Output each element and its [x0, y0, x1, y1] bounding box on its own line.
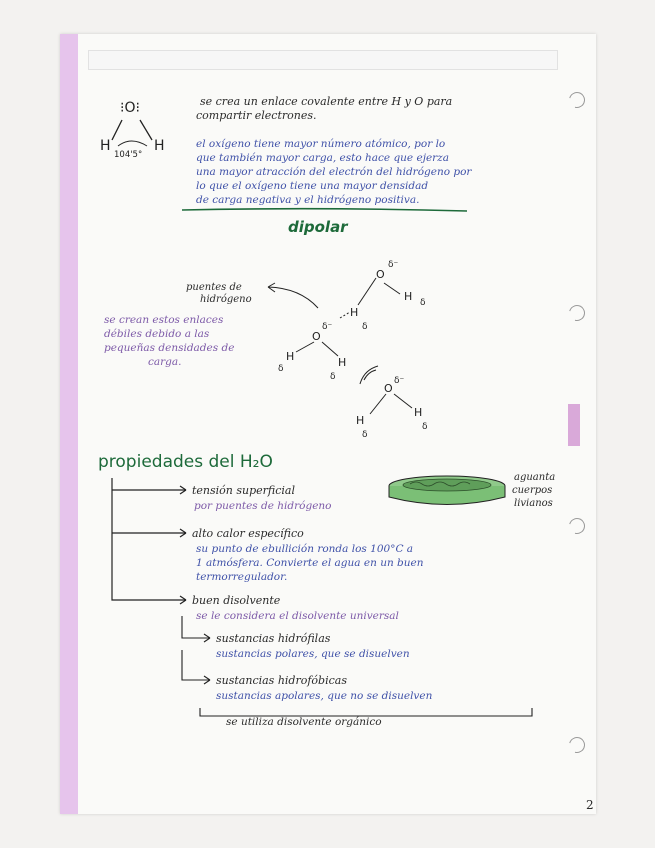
oxygen-lone-pairs: ⁝O⁝ — [120, 100, 140, 116]
charge-delta-minus: δ⁻ — [388, 260, 399, 270]
property-detail: su punto de ebullición ronda los 100°C a — [196, 543, 414, 555]
hydrogen-right: H — [154, 138, 165, 154]
charge-delta-minus: δ⁻ — [394, 376, 405, 386]
hydrogen-left: H — [100, 138, 111, 154]
property-detail: por puentes de hidrógeno — [194, 500, 332, 512]
weak-bonds-line: se crean estos enlaces — [104, 314, 224, 326]
property-detail: termorregulador. — [196, 571, 288, 583]
atom-hydrogen: H — [286, 350, 295, 363]
charge-delta: δ — [362, 322, 368, 332]
explanation-line: el oxígeno tiene mayor número atómico, por lo — [196, 138, 446, 150]
dipolar-title: dipolar — [288, 218, 348, 236]
charge-delta: δ — [422, 422, 428, 432]
solvent-sub-name: sustancias hidrófilas — [216, 632, 331, 645]
weak-bonds-line: carga. — [148, 356, 182, 368]
charge-delta-minus: δ⁻ — [322, 322, 333, 332]
charge-delta: δ — [420, 298, 426, 308]
atom-hydrogen: H — [338, 356, 347, 369]
properties-title: propiedades del H₂O — [98, 452, 273, 472]
explanation-line: lo que el oxígeno tiene una mayor densidad — [196, 180, 429, 192]
atom-oxygen: O — [384, 382, 393, 395]
explanation-line: una mayor atracción del electrón del hidrógeno por — [196, 166, 472, 178]
intro-line: se crea un enlace covalente entre H y O para — [200, 95, 453, 108]
bridges-label: hidrógeno — [200, 294, 252, 305]
solvent-sub-name: sustancias hidrofóbicas — [216, 674, 347, 687]
atom-hydrogen: H — [350, 306, 359, 319]
atom-oxygen: O — [376, 268, 385, 281]
property-name: buen disolvente — [192, 594, 281, 607]
weak-bonds-line: pequeñas densidades de — [104, 342, 235, 354]
charge-delta: δ — [330, 372, 336, 382]
bond-angle: 104'5° — [114, 150, 143, 160]
atom-hydrogen: H — [404, 290, 413, 303]
property-name: alto calor específico — [192, 527, 304, 540]
dish-label-line: aguanta — [514, 472, 556, 483]
weak-bonds-line: débiles debido a las — [104, 328, 210, 340]
atom-oxygen: O — [312, 330, 321, 343]
bridges-label: puentes de — [186, 282, 242, 293]
property-name: tensión superficial — [192, 484, 296, 497]
explanation-line: de carga negativa y el hidrógeno positiva. — [196, 194, 420, 206]
property-detail: 1 atmósfera. Convierte el agua en un buen — [196, 557, 424, 569]
solvent-sub-detail: sustancias apolares, que no se disuelven — [216, 690, 433, 702]
property-detail: se le considera el disolvente universal — [196, 610, 399, 622]
page-number: 2 — [586, 798, 594, 812]
dish-label-line: livianos — [514, 498, 553, 509]
atom-hydrogen: H — [356, 414, 365, 427]
intro-line: compartir electrones. — [196, 109, 317, 122]
charge-delta: δ — [278, 364, 284, 374]
dish-label-line: cuerpos — [512, 485, 553, 496]
atom-hydrogen: H — [414, 406, 423, 419]
organic-note: se utiliza disolvente orgánico — [226, 716, 382, 728]
solvent-sub-detail: sustancias polares, que se disuelven — [216, 648, 410, 660]
explanation-line: que también mayor carga, esto hace que ejerza — [196, 152, 449, 164]
charge-delta: δ — [362, 430, 368, 440]
